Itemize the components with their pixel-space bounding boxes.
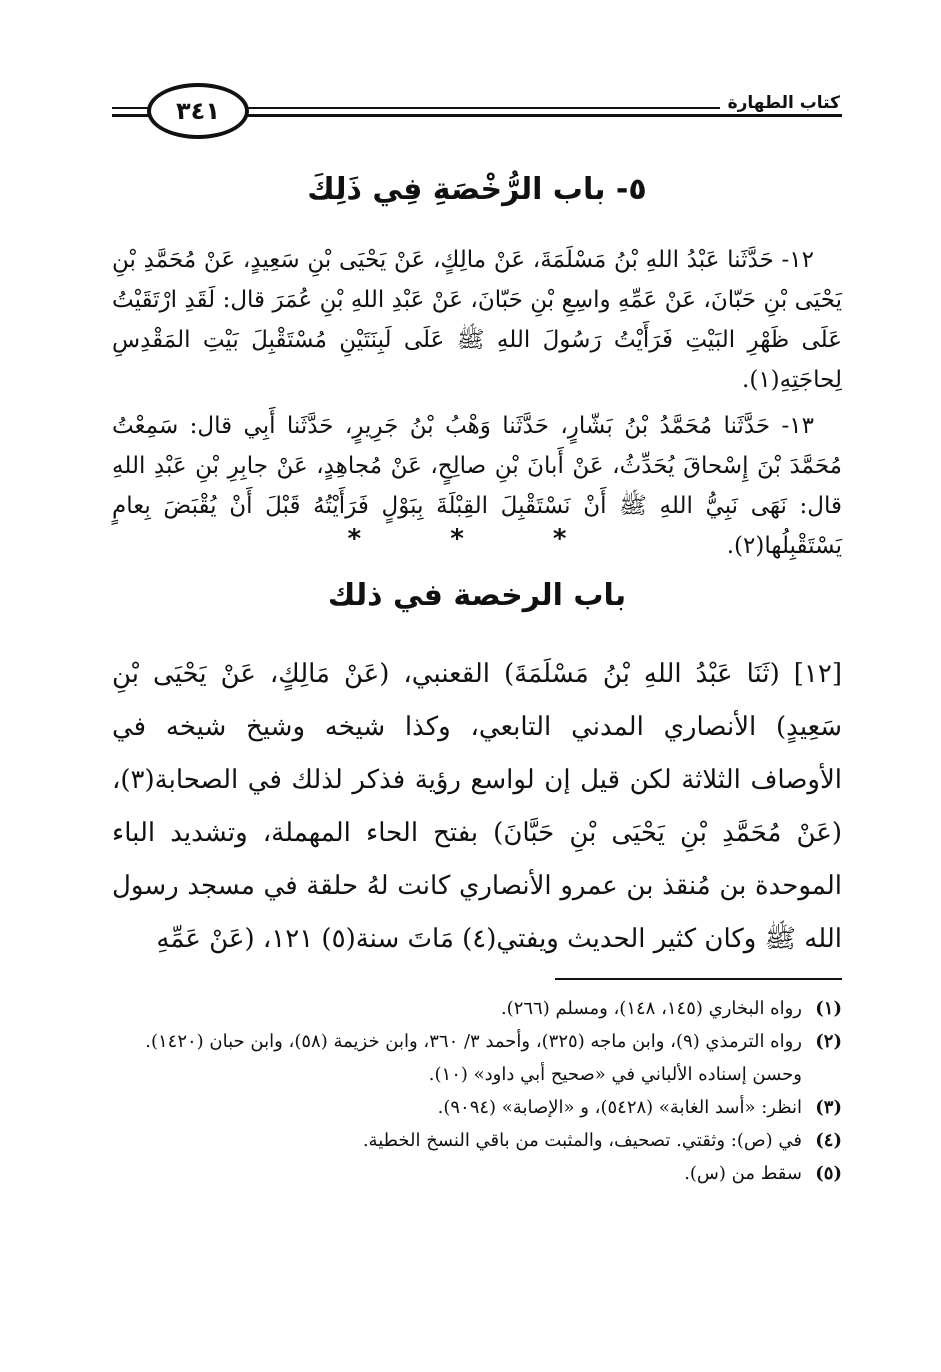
hadith-13: ١٣- حَدَّثَنا مُحَمَّدُ بْنُ بَشّارٍ، حَدَّثَنا وَهْبُ بْنُ جَرِيرٍ، حَدَّثَنا أَبِي قال: سَمِعْتُ مُحَمَّدَ بْنَ إِسْحاقَ يُحَدِّثُ، عَنْ أَبانَ بْنِ صالِحٍ، عَنْ مُجاهِدٍ، عَنْ جابِرِ بْنِ عَبْدِ اللهِ قال: نَهَى نَبِيُّ اللهِ ﷺ أَنْ نَسْتَقْبِلَ القِبْلَةَ بِبَوْلٍ فَرَأَيْتُهُ قَبْلَ أَنْ يُقْبَضَ بِعامٍ يَسْتَقْبِلُها(٢). <box>112 413 842 559</box>
page-number: ٣٤١ <box>147 83 249 139</box>
footnote-text: في (ص): وثقتي. تصحيف، والمثبت من باقي النسخ الخطية. <box>362 1130 802 1151</box>
footnote-2 <box>112 1025 842 1058</box>
footnote-number: (٥) <box>815 1163 842 1184</box>
footnote-2-continued <box>112 1058 842 1091</box>
footnote-text: انظر: «أسد الغابة» (٥٤٢٨)، و «الإصابة» (٩٠٩٤). <box>437 1097 802 1118</box>
footnote-text: رواه البخاري (١٤٥، ١٤٨)، ومسلم (٢٦٦). <box>500 998 802 1019</box>
footnote-number: (٣) <box>815 1097 842 1118</box>
footnote-4 <box>112 1124 842 1157</box>
footnote-number: (٤) <box>815 1130 842 1151</box>
footnote-text: وحسن إسناده الألباني في «صحيح أبي داود» (١٠). <box>428 1064 802 1085</box>
footnote-number: (١) <box>815 998 842 1019</box>
footnote-rule <box>555 978 842 980</box>
commentary-paragraph: [١٢] (ثَنَا عَبْدُ اللهِ بْنُ مَسْلَمَةَ) القعنبي، (عَنْ مَالِكٍ، عَنْ يَحْيَى بْنِ سَعِيدٍ) الأنصاري المدني التابعي، وكذا شيخه وشيخ شيخه في الأوصاف الثلاثة لكن قيل إن لواسع رؤية فذكر لذلك في الصحابة(٣)، (عَنْ مُحَمَّدِ بْنِ يَحْيَى بْنِ حَبَّانَ) بفتح الحاء المهملة، وتشديد الباء الموحدة بن مُنقذ بن عمرو الأنصاري كانت لهُ حلقة في مسجد رسول الله ﷺ وكان كثير الحديث ويفتي(٤) مَاتَ سنة(٥) ١٢١، (عَنْ عَمِّهِ <box>112 659 842 954</box>
footnote-text: رواه الترمذي (٩)، وابن ماجه (٣٢٥)، وأحمد ٣/ ٣٦٠، وابن خزيمة (٥٨)، وابن حبان (١٤٢٠). <box>145 1031 802 1052</box>
footnote-number: (٢) <box>815 1031 842 1052</box>
hadith-12: ١٢- حَدَّثَنا عَبْدُ اللهِ بْنُ مَسْلَمَةَ، عَنْ مالِكٍ، عَنْ يَحْيَى بْنِ سَعِيدٍ، عَنْ مُحَمَّدِ بْنِ يَحْيَى بْنِ حَبّانَ، عَنْ عَمِّهِ واسِعِ بْنِ حَبّانَ، عَنْ عَبْدِ اللهِ بْنِ عُمَرَ قال: لَقَدِ ارْتَقَيْتُ عَلَى ظَهْرِ البَيْتِ فَرَأَيْتُ رَسُولَ اللهِ ﷺ عَلَى لَبِنَتَيْنِ مُسْتَقْبِلَ بَيْتِ المَقْدِسِ لِحاجَتِهِ(١). <box>112 247 842 393</box>
footnote-5 <box>112 1157 842 1190</box>
commentary-block <box>112 648 842 966</box>
chapter-title: ٥- باب الرُّخْصَةِ فِي ذَلِكَ <box>307 172 647 207</box>
footnote-3 <box>112 1091 842 1124</box>
hadith-block <box>112 240 842 572</box>
commentary-title: باب الرخصة في ذلك <box>327 578 627 613</box>
footnote-text: سقط من (س). <box>684 1163 802 1184</box>
running-title: كتاب الطهارة <box>720 93 842 113</box>
footnotes <box>112 992 842 1190</box>
section-separator: * * * <box>347 524 607 554</box>
footnote-1 <box>112 992 842 1025</box>
running-header <box>112 83 842 143</box>
